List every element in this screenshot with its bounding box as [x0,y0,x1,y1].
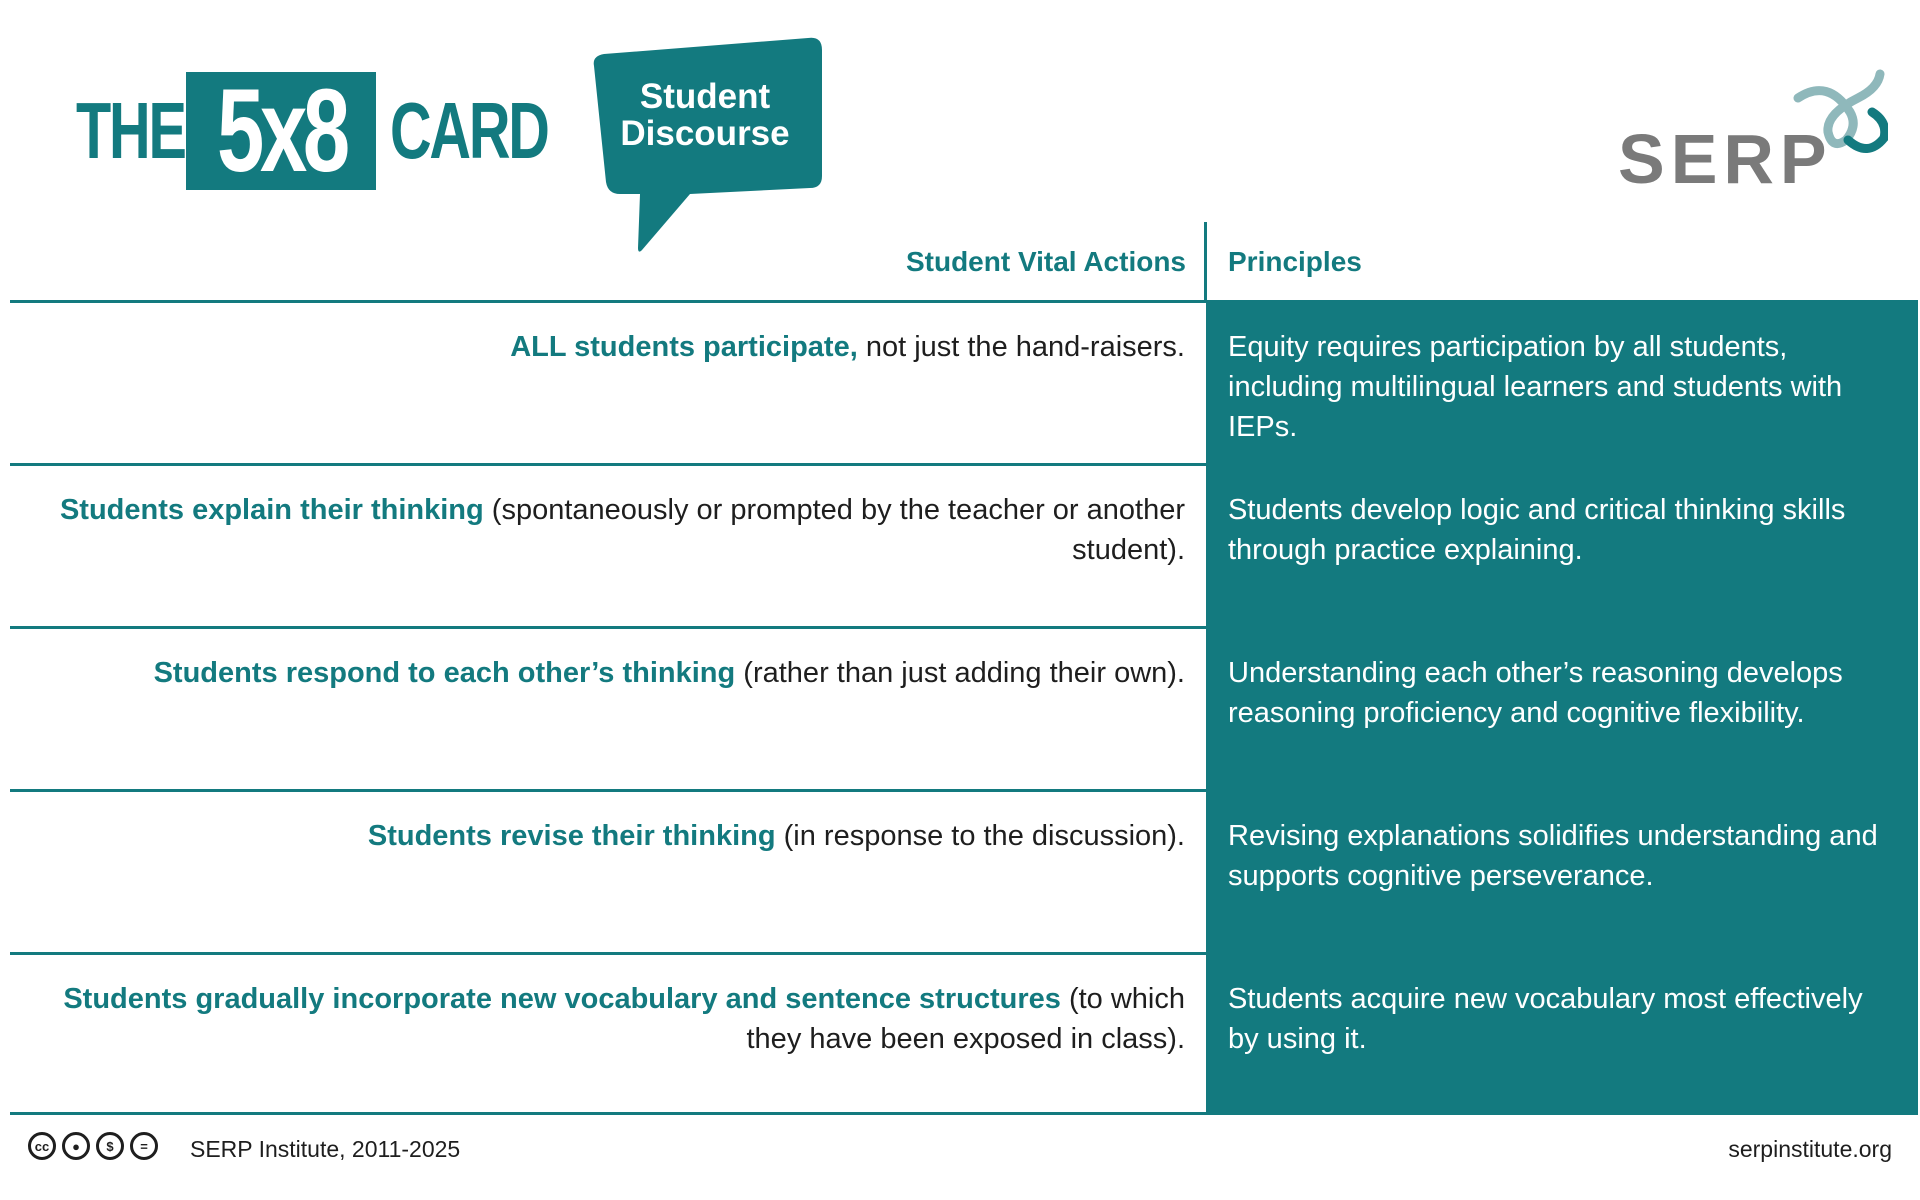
serp-logo [1618,68,1888,198]
table-row [10,629,1918,789]
logo-5x8-text: 5x8 [216,65,346,197]
license-icons [28,1132,158,1160]
vital-action-bold: Students gradually incorporate new vocabulary and sentence structures [63,983,1061,1015]
vital-action-bold: Students revise their thinking [367,820,776,852]
student-discourse-bubble [580,36,830,256]
website-link[interactable]: serpinstitute.org [1728,1136,1892,1162]
vital-action-rest: (spontaneously or prompted by the teacher or another student). [483,494,1185,566]
vital-action-cell [10,303,1185,463]
table-row [10,303,1918,463]
nc-icon: $ [96,1132,124,1160]
footer-rule [10,1112,1918,1115]
logo-5x8-box [186,65,376,197]
table-row [10,792,1918,952]
logo-card-text: CARD [390,86,548,175]
principle-cell: Understanding each other’s reasoning develops reasoning proficiency and cognitive flexibility. [1206,629,1918,789]
logo-the-text: THE [76,86,185,175]
header-column-divider [1204,222,1207,302]
cc-icon: cc [28,1132,56,1160]
nd-icon: = [130,1132,158,1160]
bubble-line-1: Student [639,77,771,116]
serp-logo-text: SERP [1618,120,1833,198]
vital-action-cell [10,792,1185,952]
principle-cell: Students develop logic and critical thinking skills through practice explaining. [1206,466,1918,626]
vital-action-cell [10,955,1185,1115]
principle-cell: Students acquire new vocabulary most effectively by using it. [1206,955,1918,1115]
bubble-title [600,78,810,152]
copyright-text: SERP Institute, 2011-2025 [190,1136,461,1162]
vital-action-rest: (rather than just adding their own). [735,657,1185,689]
serp-knot-icon [1788,68,1888,168]
vital-action-cell [10,466,1185,626]
vital-action-rest: not just the hand-raisers. [857,331,1185,363]
vital-action-rest: (in response to the discussion). [775,820,1185,852]
bubble-line-2: Discourse [620,114,790,153]
vital-action-bold: Students respond to each other’s thinking [153,657,736,689]
column-header-principles: Principles [1228,246,1362,277]
table-row [10,955,1918,1115]
vital-action-cell [10,629,1185,789]
principle-cell: Equity requires participation by all students, including multilingual learners and students with IEPs. [1206,303,1918,463]
vital-action-bold: Students explain their thinking [59,494,484,526]
vital-action-rest: (to which they have been exposed in class). [746,983,1185,1055]
by-icon: ● [62,1132,90,1160]
table-row [10,466,1918,626]
five-by-eight-card-logo [76,65,548,197]
column-header-actions: Student Vital Actions [905,246,1186,277]
vital-action-bold: ALL students participate, [510,331,858,363]
principle-cell: Revising explanations solidifies understanding and supports cognitive perseverance. [1206,792,1918,952]
